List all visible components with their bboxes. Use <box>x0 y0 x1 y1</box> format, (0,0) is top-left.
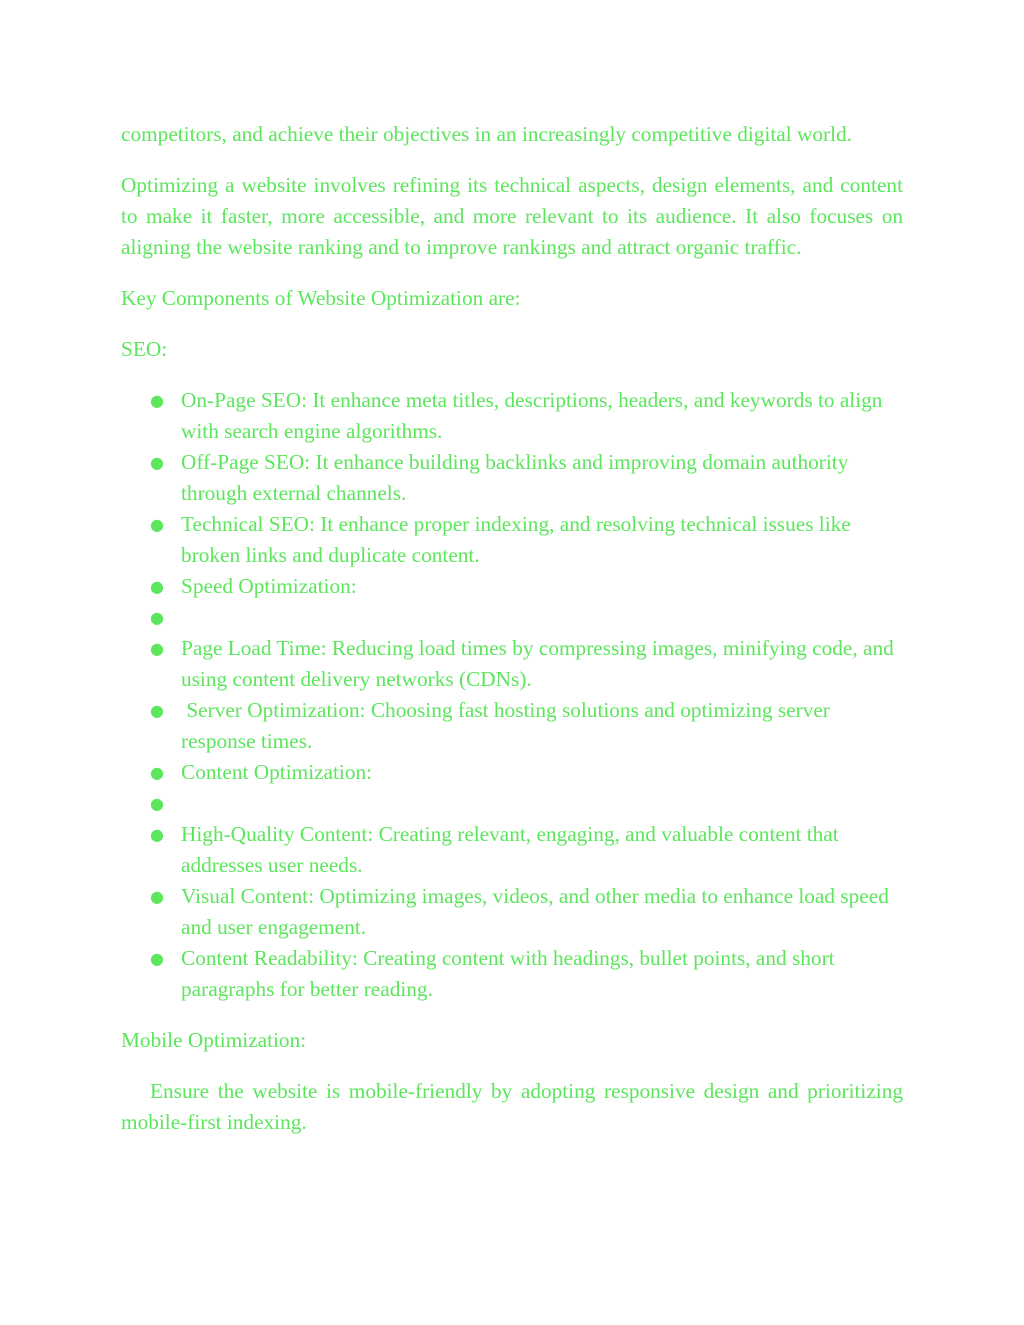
list-item-text: High-Quality Content: Creating relevant, engaging, and valuable content that addresses user needs. <box>181 822 839 877</box>
bullet-icon: ● <box>150 949 164 968</box>
components-list <box>121 385 903 1005</box>
list-item <box>121 757 903 788</box>
optimization-paragraph: Optimizing a website involves refining its technical aspects, design elements, and content to make it faster, more accessible, and more relevant to its audience. It also focuses on aligning the website ranking and to improve rankings and attract organic traffic. <box>121 173 903 259</box>
bullet-icon: ● <box>150 608 164 627</box>
seo-heading: SEO: <box>121 337 168 361</box>
list-item-text: Visual Content: Optimizing images, videos, and other media to enhance load speed and user engagement. <box>181 884 889 939</box>
list-item <box>121 447 903 509</box>
list-item-text: Technical SEO: It enhance proper indexing, and resolving technical issues like broken links and duplicate content. <box>181 512 851 567</box>
mobile-optimization-paragraph: Ensure the website is mobile-friendly by adopting responsive design and prioritizing mobile-first indexing. <box>121 1079 903 1134</box>
list-item-text: Page Load Time: Reducing load times by compressing images, minifying code, and using content delivery networks (CDNs). <box>181 636 894 691</box>
list-item-text: Server Optimization: Choosing fast hosting solutions and optimizing server response times. <box>181 698 836 753</box>
list-item-empty <box>121 788 903 819</box>
bullet-icon: ● <box>150 887 164 906</box>
document-page <box>121 119 903 1158</box>
bullet-icon: ● <box>150 453 164 472</box>
list-item <box>121 695 903 757</box>
bullet-icon: ● <box>150 391 164 410</box>
list-item <box>121 881 903 943</box>
list-item-text: Speed Optimization: <box>181 574 357 598</box>
bullet-icon: ● <box>150 825 164 844</box>
bullet-icon: ● <box>150 515 164 534</box>
list-item-empty <box>121 602 903 633</box>
list-item <box>121 385 903 447</box>
list-item <box>121 509 903 571</box>
mobile-optimization-heading: Mobile Optimization: <box>121 1028 307 1052</box>
bullet-icon: ● <box>150 763 164 782</box>
bullet-icon: ● <box>150 701 164 720</box>
list-item <box>121 943 903 1005</box>
list-item <box>121 571 903 602</box>
bullet-icon: ● <box>150 577 164 596</box>
list-item <box>121 819 903 881</box>
intro-paragraph-continued: competitors, and achieve their objectives in an increasingly competitive digital world. <box>121 122 852 146</box>
list-item-text: Content Optimization: <box>181 760 373 784</box>
list-item-text: Content Readability: Creating content with headings, bullet points, and short paragraphs for better reading. <box>181 946 835 1001</box>
list-item-text: Off-Page SEO: It enhance building backlinks and improving domain authority through external channels. <box>181 450 849 505</box>
key-components-heading: Key Components of Website Optimization are: <box>121 286 521 310</box>
bullet-icon: ● <box>150 639 164 658</box>
bullet-icon: ● <box>150 794 164 813</box>
list-item-text: On-Page SEO: It enhance meta titles, descriptions, headers, and keywords to align with search engine algorithms. <box>181 388 883 443</box>
list-item <box>121 633 903 695</box>
